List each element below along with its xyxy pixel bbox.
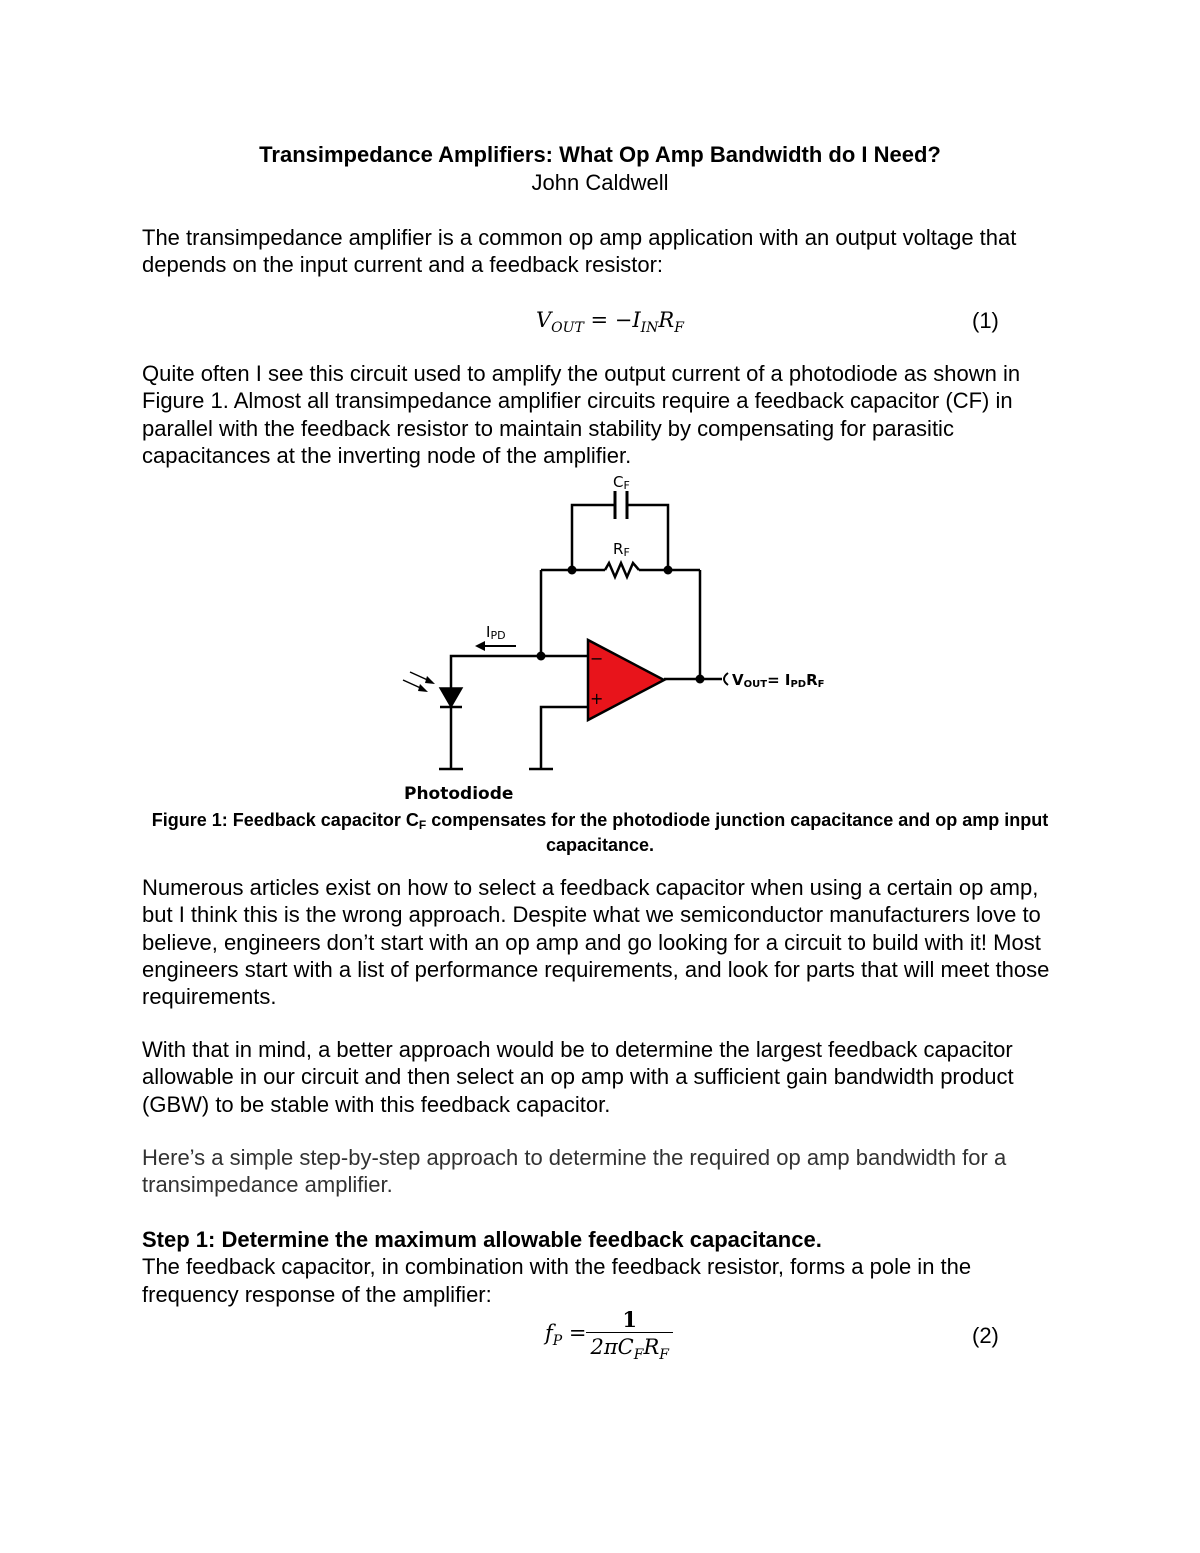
- vout-label: VOUT= IPDRF: [732, 671, 825, 690]
- better-approach-paragraph: With that in mind, a better approach would be to determine the largest feedback capacitor allowable in our circuit and then select an op amp with a sufficient gain bandwidth product (GBW) to be stable with this feedback capacitor.: [142, 1037, 1014, 1117]
- equation-1-number: (1): [972, 308, 999, 333]
- photodiode-label: Photodiode: [404, 784, 514, 804]
- equation-2-number: (2): [972, 1323, 999, 1348]
- ipd-label: IPD: [486, 623, 506, 642]
- step-intro-paragraph: Here’s a simple step-by-step approach to determine the required op amp bandwidth for a transimpedance amplifier.: [142, 1145, 1007, 1198]
- light-arrow-head-2: [425, 676, 435, 684]
- wire-noninverting-input: [541, 707, 588, 768]
- figure-caption: Figure 1: Feedback capacitor CF compensates for the photodiode junction capacitance and op amp input capacitance.: [151, 810, 1049, 855]
- circuit-intro-paragraph: Quite often I see this circuit used to amplify the output current of a photodiode as shown in Figure 1. Almost all transimpedance amplifier circuits require a feedback capacitor (CF) in parallel with the feedback resistor to maintain stability by compensating for parasitic capacitances at the inverting node of the amplifier.: [142, 361, 1021, 468]
- junction-dot: [664, 566, 673, 575]
- op-amp-minus-sign: −: [590, 649, 604, 668]
- equation-2: [0, 1305, 1200, 1369]
- intro-paragraph: The transimpedance amplifier is a common op amp application with an output voltage that depends on the input current and a feedback resistor:: [142, 225, 1017, 278]
- junction-dot: [696, 675, 705, 684]
- page-title: Transimpedance Amplifiers: What Op Amp Bandwidth do I Need?: [259, 142, 941, 167]
- cf-label: CF: [613, 473, 630, 492]
- approach-paragraph: Numerous articles exist on how to select a feedback capacitor when using a certain op amp, but I think this is the wrong approach. Despite what we semiconductor manufacturers love to believe, engineers don’t start with an op amp and go looking for a circuit to build with it! Most engineers start with a list of performance requirements, and look for parts that will meet those requirements.: [142, 875, 1050, 1010]
- rf-label: RF: [613, 540, 630, 559]
- feedback-resistor-symbol: [605, 563, 639, 577]
- equation-2-body: $f_P$ = $\frac{1}{2\pi C_FR_F}$: [545, 1307, 673, 1359]
- junction-dot: [537, 652, 546, 661]
- current-arrow-head: [475, 641, 485, 651]
- photodiode-symbol: [440, 688, 462, 707]
- step-1-section: [142, 1226, 1072, 1308]
- junction-dot: [568, 566, 577, 575]
- wire-photodiode-top: [451, 656, 541, 688]
- step-1-heading: Step 1: Determine the maximum allowable feedback capacitance.: [142, 1227, 822, 1252]
- wire-cf-left: [572, 505, 615, 570]
- author-name: John Caldwell: [531, 170, 669, 195]
- equation-1-body: $V_{OUT} = -I_{IN}R_F$: [536, 308, 684, 336]
- light-arrow-head-1: [418, 684, 428, 692]
- op-amp-plus-sign: +: [590, 689, 604, 708]
- wire-cf-right: [627, 505, 668, 570]
- output-terminal: [724, 673, 728, 685]
- step-1-text: The feedback capacitor, in combination with the feedback resistor, forms a pole in the frequency response of the amplifier:: [142, 1254, 972, 1307]
